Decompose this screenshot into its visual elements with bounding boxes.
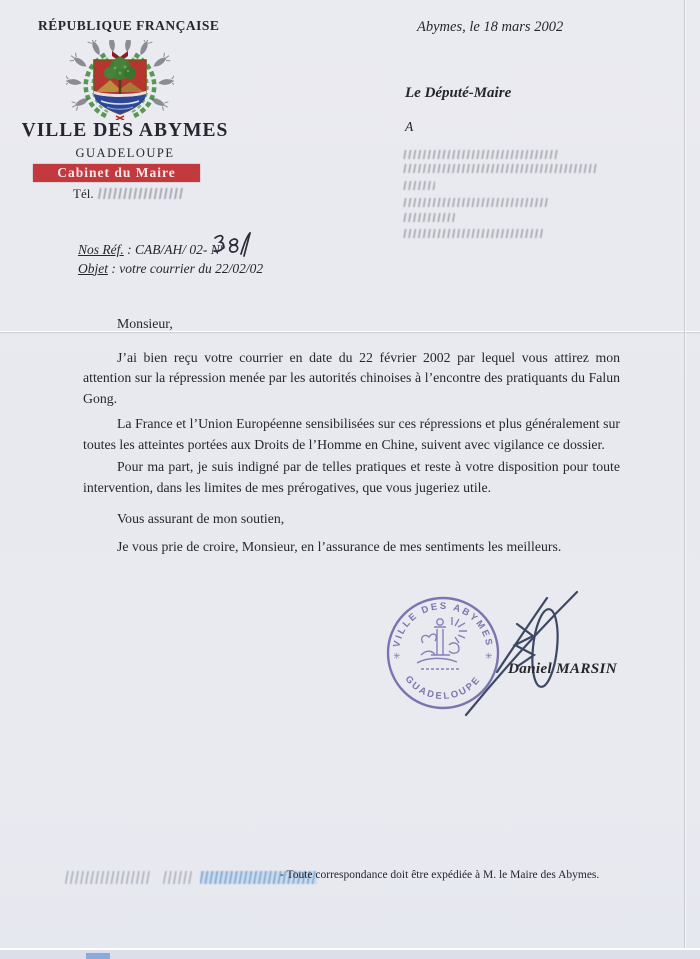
closing-line: Je vous prie de croire, Monsieur, en l’assurance de mes sentiments les meilleurs.: [117, 539, 562, 555]
footer-redacted-segment: [65, 871, 150, 884]
coat-of-arms-icon: [66, 40, 174, 120]
body-paragraph: Pour ma part, je suis indigné par de telles pratiques et reste à votre disposition pour toute intervention, dans les limites de mes prérogatives, que vous jugeriez utile.: [83, 459, 620, 495]
scan-edge-blue-mark: [86, 953, 110, 959]
signature-scribble: [458, 578, 618, 738]
recipient-address-redacted-line: [403, 229, 543, 238]
letter-body: [83, 314, 620, 558]
city-name-heading: VILLE DES ABYMES: [21, 120, 229, 141]
footer-redacted-segment: [163, 871, 192, 884]
body-paragraph: J’ai bien reçu votre courrier en date du 22 février 2002 par lequel vous attirez mon attention sur la répression menée par les autorités chinoises à l’encontre des pratiquants du Falun Gong.: [83, 349, 620, 407]
body-paragraph: La France et l’Union Européenne sensibilisées sur ces répressions et plus généralement sur toutes les atteintes portées aux Droits de l’Homme en Chine, suivent avec vigilance ce dossier.: [83, 415, 620, 452]
recipient-prefix: A: [405, 119, 414, 134]
reference-value: : CAB/AH/ 02- N°: [123, 242, 226, 257]
recipient-address-redacted-line: [403, 198, 548, 207]
date-line: Abymes, le 18 mars 2002: [417, 19, 564, 35]
stamp-bottom-text: GUADELOUPE: [402, 673, 484, 703]
office-banner: Cabinet du Maire: [33, 164, 200, 182]
objet-value: : votre courrier du 22/02/02: [108, 260, 264, 276]
sender-title: Le Député-Maire: [405, 85, 512, 101]
recipient-address-redacted-line: [403, 150, 558, 159]
paper-fold-line: [684, 0, 685, 959]
footer-note: - Toute correspondance doit être expédiée à M. le Maire des Abymes.: [280, 869, 600, 881]
salutation: Monsieur,: [117, 316, 173, 331]
objet-line: [78, 260, 263, 279]
ref-number-handwritten: [209, 230, 253, 262]
telephone-number-redacted: [98, 188, 184, 199]
region-heading: GUADELOUPE: [75, 146, 175, 160]
closing-line: Vous assurant de mon soutien,: [117, 510, 285, 526]
recipient-address-redacted-line: [403, 164, 598, 173]
signer-name: Daniel MARSIN: [508, 660, 617, 677]
recipient-address-redacted-line: [403, 181, 435, 190]
reference-label: Nos Réf.: [78, 242, 124, 257]
republic-heading: RÉPUBLIQUE FRANÇAISE: [38, 18, 220, 33]
objet-label: Objet: [78, 260, 108, 276]
stamp-star-icon: ✳: [393, 651, 401, 661]
telephone-label: Tél.: [73, 186, 94, 201]
stamp-top-text: VILLE DES ABYMES: [391, 600, 495, 649]
telephone-line: [73, 186, 184, 202]
stamp-star-icon: ✳: [485, 651, 493, 661]
recipient-address-redacted-line: [403, 213, 455, 222]
